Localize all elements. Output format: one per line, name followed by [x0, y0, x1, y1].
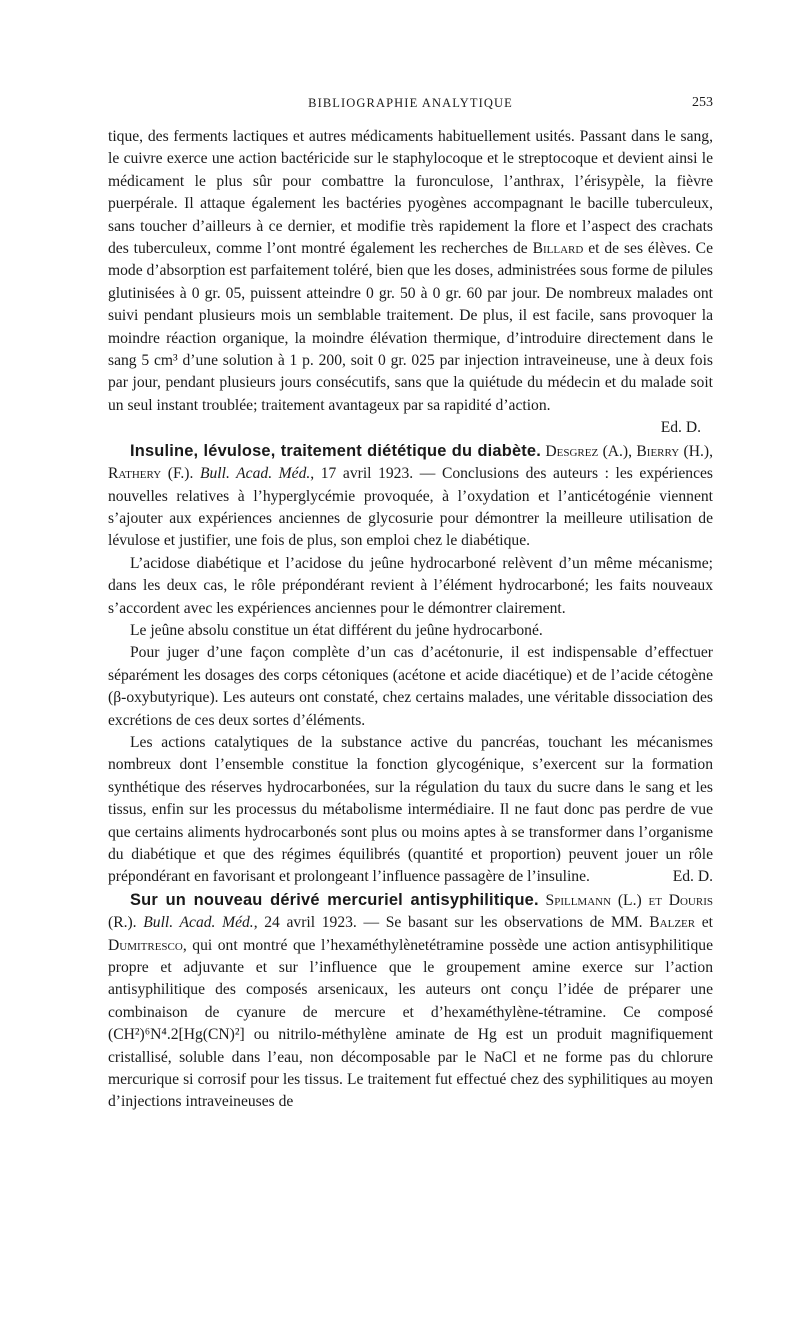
review-signature: Ed. D.: [660, 419, 701, 437]
paragraph-text: ou nitrilo-méthylène aminate de Hg est un produit magnifiquement cristallisé, soluble dans l’eau, non décomposable par le NaCl et ne forme pas du chlorure mercurique si corrosif pour les tissus. Le traitement fut effectué chez des syphilitiques au moyen d’injections intraveineuses de: [108, 1026, 713, 1111]
publication-date: , 24 avril 1923. —: [253, 914, 386, 932]
continued-review: [108, 126, 713, 440]
paragraph-text: Se basant sur les observations de MM.: [385, 914, 643, 932]
paragraph-text: et: [695, 914, 713, 932]
article-title: Sur un nouveau dérivé mercuriel antisyphilitique.: [130, 890, 539, 909]
page-number: 253: [692, 95, 713, 110]
article-title: Insuline, lévulose, traitement diététique du diabète.: [130, 441, 541, 460]
journal-name: Bull. Acad. Méd.: [143, 914, 254, 932]
paragraph: L’acidose diabétique et l’acidose du jeûne hydrocarboné relèvent d’un même mécanisme; dans les deux cas, le rôle prépondérant revient à l’élément hydrocarboné; les faits nouveaux s’accordent avec les expériences anciennes pour le démontrer clairement.: [108, 554, 713, 617]
paragraph: Le jeûne absolu constitue un état différent du jeûne hydrocarboné.: [130, 621, 543, 639]
review-heading-paragraph: [108, 889, 713, 1114]
running-title: BIBLIOGRAPHIE ANALYTIQUE: [308, 96, 513, 110]
continued-paragraph: [108, 126, 713, 417]
paragraph-text: tique, des ferments lactiques et autres médicaments habituellement usités. Passant dans le sang, le cuivre exerce une action bactéricide sur le staphylocoque et le streptocoque et devient ainsi le médicament le plus sûr pour combattre la furonculose, l’anthrax, l’érisypèle, la fièvre puerpérale. Il attaque également les bactéries pyogènes accompagnant le bacille tuberculeux, sans toucher d’ailleurs à ce dernier, et modifie très rapidement la flore et l’aspect des crachats des tuberculeux, comme l’ont montré également les recherches de: [108, 128, 713, 258]
author-name: Dumitresco: [108, 936, 183, 954]
publication-date: , 17 avril 1923. —: [310, 465, 442, 483]
article-authors: Desgrez (A.), Bierry (H.), Rathery (F.).: [108, 442, 714, 483]
paragraph: Pour juger d’une façon complète d’un cas d’acétonurie, il est indispensable d’effectuer séparément les dosages des corps cétoniques (acétone et acide diacétique) et de l’acide cétogène (β-oxybutyrique). Les auteurs ont constaté, chez certains malades, une véritable dissociation des excrétions de ces deux sortes d’éléments.: [108, 644, 713, 729]
review-mercuriel: [108, 889, 713, 1114]
review-insuline: [108, 440, 713, 889]
document-page: [108, 92, 713, 1114]
author-name: Balzer: [649, 914, 696, 932]
chemical-formula: (CH²)⁶N⁴.2[Hg(CN)²]: [108, 1026, 245, 1044]
author-name: Billard: [532, 240, 584, 258]
page-header: [108, 92, 713, 116]
journal-name: Bull. Acad. Méd.: [199, 465, 311, 483]
review-heading-paragraph: [108, 440, 713, 553]
paragraph-text-continued: et de ses élèves. Ce mode d’absorption est parfaitement toléré, bien que les doses, administrées sous forme de pilules glutinisées à 0 gr. 05, puissent atteindre 0 gr. 50 à 0 gr. 60 par jour. De nombreux malades ont suivi pendant plusieurs mois un semblable traitement. De plus, il est facile, sans provoquer la moindre réaction organique, la moindre élévation thermique, d’introduire directement dans le sang 5 cm³ d’une solution à 1 p. 200, soit 0 gr. 025 par injection intraveineuse, une à deux fois par jour, pendant plusieurs jours consécutifs, sans que la quiétude du médecin et du malade soit un seul instant troublée; traitement avantageux par sa rapidité d’action.: [108, 240, 713, 414]
paragraph-text: , qui ont montré que l’hexaméthylènetétramine possède une action antisyphilitique propre et adjuvante et sur l’influence que le groupement amine exerce sur l’action antisyphilitique des composés arsenicaux, les auteurs ont conçu l’idée de préparer une combinaison de cyanure de mercure et d’hexaméthylène-tétramine. Ce composé: [108, 936, 713, 1021]
paragraph-text: Les actions catalytiques de la substance active du pancréas, touchant les mécanismes nombreux dont l’ensemble constitue la fonction glycogénique, s’exercent sur la formation synthétique des réserves hydrocarbonées, sur la régulation du taux du sucre dans le sang et les tissus, enfin sur les processus du métabolisme intermédiaire. Il ne faut donc pas perdre de vue que certains aliments hydrocarbonés sont plus ou moins aptes à se transformer dans l’organisme du diabétique et que des régimes équilibrés (quantité et proportion) peuvent jouer un rôle prépondérant en favorisant et prolongeant l’influence passagère de l’insuline.: [108, 733, 713, 886]
review-signature: Ed. D.: [672, 868, 713, 886]
paragraph: [108, 732, 713, 889]
paragraph-text: Conclusions des auteurs : les expériences nouvelles relatives à l’hyperglycémie provoquée, à l’oxydation et l’anticétogénie viennent s’ajouter aux expériences anciennes de glycosurie pour démontrer la meilleure utilisation de lévulose et justifier, une fois de plus, son emploi chez le diabétique.: [108, 465, 714, 550]
article-authors: Spillmann (L.) et Douris (R.).: [108, 891, 713, 932]
